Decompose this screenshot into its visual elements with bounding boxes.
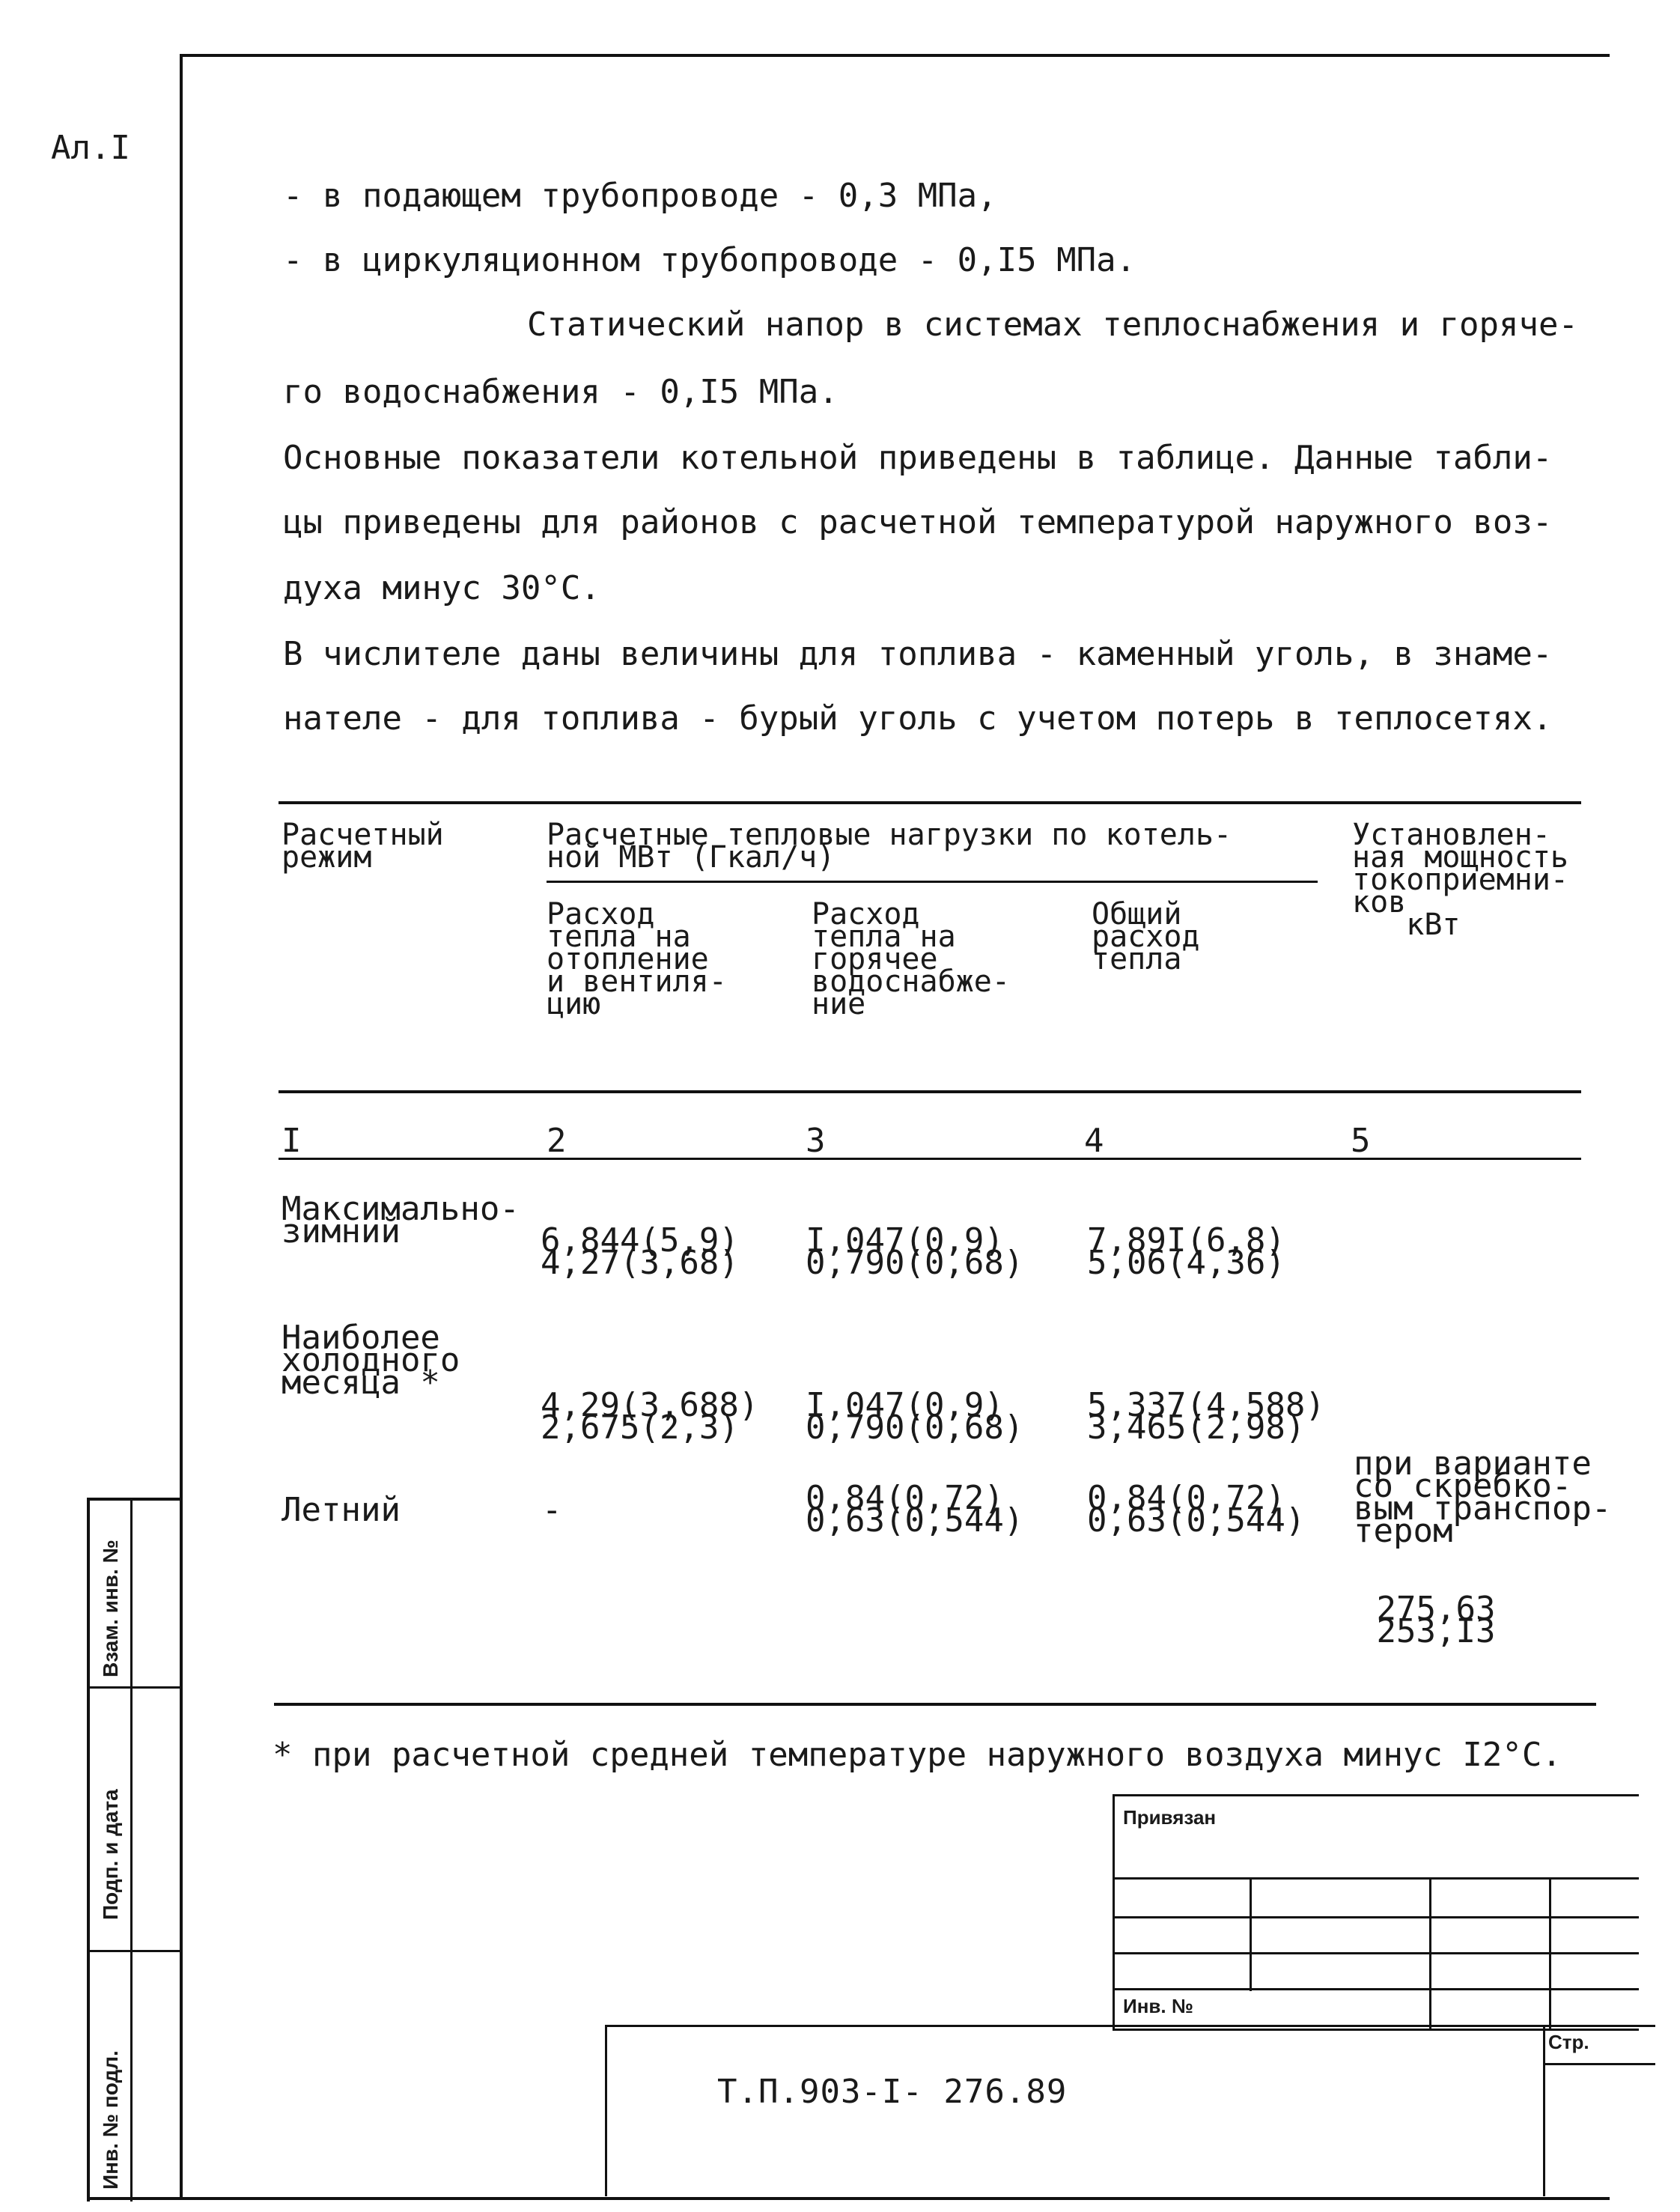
row-total-value: 5,337(4,588) 3,465(2,98) — [1087, 1386, 1325, 1447]
header-group: Расчетные тепловые нагрузки по котель- ной МВт (Гкал/ч) — [547, 818, 1232, 875]
text-line: - в подающем трубопроводе - 0,3 МПа, — [283, 177, 997, 215]
row-heating-value: 4,29(3,688) 2,675(2,3) — [541, 1386, 759, 1447]
header-heating: Расход тепла на отопление и вентиля- цию — [547, 897, 727, 1021]
side-stamp — [87, 1498, 183, 2202]
text-line: цы приведены для районов с расчетной температурой наружного воз- — [283, 503, 1553, 541]
title-block-col-line — [1250, 1877, 1252, 1991]
header-group-rule — [547, 881, 1318, 883]
title-block-row-line — [1115, 1988, 1639, 1990]
title-block-row-line — [1115, 1952, 1639, 1954]
table-top-rule — [279, 801, 1581, 804]
title-block-col-line — [1429, 1877, 1431, 2029]
text-line: - в циркуляционном трубопроводе - 0,I5 МПа. — [283, 241, 1136, 279]
col-number: 5 — [1351, 1122, 1371, 1160]
title-block-privyazan: Привязан — [1123, 1806, 1217, 1829]
text-line: нателе - для топлива - бурый уголь с учетом потерь в теплосетях. — [283, 699, 1553, 738]
document-code: Т.П.903-I- 276.89 — [717, 2073, 1068, 2111]
frame-bottom-border — [87, 2197, 1610, 2200]
title-block-page-rule — [1543, 2063, 1655, 2065]
row-mode: Наиболее холодного месяца * — [281, 1319, 460, 1402]
row-total-value: 0,84(0,72) 0,63(0,544) — [1087, 1479, 1306, 1540]
side-stamp-row-line — [90, 1950, 183, 1952]
row-installed-power-value: 275,63 253,I3 — [1376, 1590, 1496, 1650]
row-hot-water-value: 0,84(0,72) 0,63(0,544) — [806, 1479, 1024, 1540]
text-line: Статический напор в системах теплоснабжения и горяче- — [527, 306, 1578, 344]
side-stamp-label-replace-inv: Взам. инв. № — [99, 1540, 122, 1677]
frame-top-border — [180, 54, 1610, 57]
row-heating-value: 6,844(5,9) 4,27(3,68) — [541, 1221, 739, 1282]
sheet-number: Ал.I — [51, 129, 130, 167]
title-block-row-line — [1115, 1916, 1639, 1918]
row-heating-value: - — [542, 1491, 562, 1529]
title-block-page-label: Стр. — [1548, 2031, 1589, 2053]
side-stamp-label-orig-inv: Инв. № подл. — [99, 2050, 122, 2190]
row-installed-power-note: при варианте со скребко- вым транспор- тером — [1354, 1444, 1612, 1550]
row-mode: Летний — [281, 1491, 401, 1529]
table-header-rule — [279, 1090, 1581, 1093]
table-bottom-rule — [274, 1703, 1596, 1706]
text-line: го водоснабжения - 0,I5 МПа. — [283, 373, 839, 411]
title-block-inv-no: Инв. № — [1123, 1995, 1193, 2017]
col-number: 4 — [1084, 1122, 1104, 1160]
header-total: Общий расход тепла — [1092, 897, 1200, 976]
header-installed-power: Установлен- ная мощность токоприемни- ков кВт — [1352, 818, 1568, 942]
title-block-page-divider — [1543, 2027, 1545, 2196]
side-stamp-label-sign-date: Подп. и дата — [99, 1789, 122, 1920]
row-total-value: 7,89I(6,8) 5,06(4,36) — [1087, 1221, 1285, 1282]
title-block-col-line — [1549, 1877, 1551, 2029]
side-stamp-row-line — [90, 1686, 183, 1689]
col-number: 3 — [806, 1122, 826, 1160]
col-number: I — [281, 1122, 302, 1160]
text-line: В числителе даны величины для топлива - каменный уголь, в знаме- — [283, 635, 1553, 673]
header-hot-water: Расход тепла на горячее водоснабже- ние — [812, 897, 1010, 1021]
side-stamp-divider — [130, 1501, 133, 2202]
title-block-row-line — [1115, 1877, 1639, 1880]
table-number-rule — [279, 1158, 1581, 1160]
row-hot-water-value: I,047(0,9) 0,790(0,68) — [806, 1221, 1024, 1282]
col-number: 2 — [547, 1122, 567, 1160]
footnote: * при расчетной средней температуре наружного воздуха минус I2°С. — [273, 1736, 1562, 1774]
row-mode: Максимально- зимний — [281, 1190, 520, 1251]
row-hot-water-value: I,047(0,9) 0,790(0,68) — [806, 1386, 1024, 1447]
text-line: Основные показатели котельной приведены в таблице. Данные табли- — [283, 439, 1553, 477]
header-mode: Расчетный режим — [281, 818, 444, 875]
text-line: духа минус 30°С. — [283, 569, 600, 607]
